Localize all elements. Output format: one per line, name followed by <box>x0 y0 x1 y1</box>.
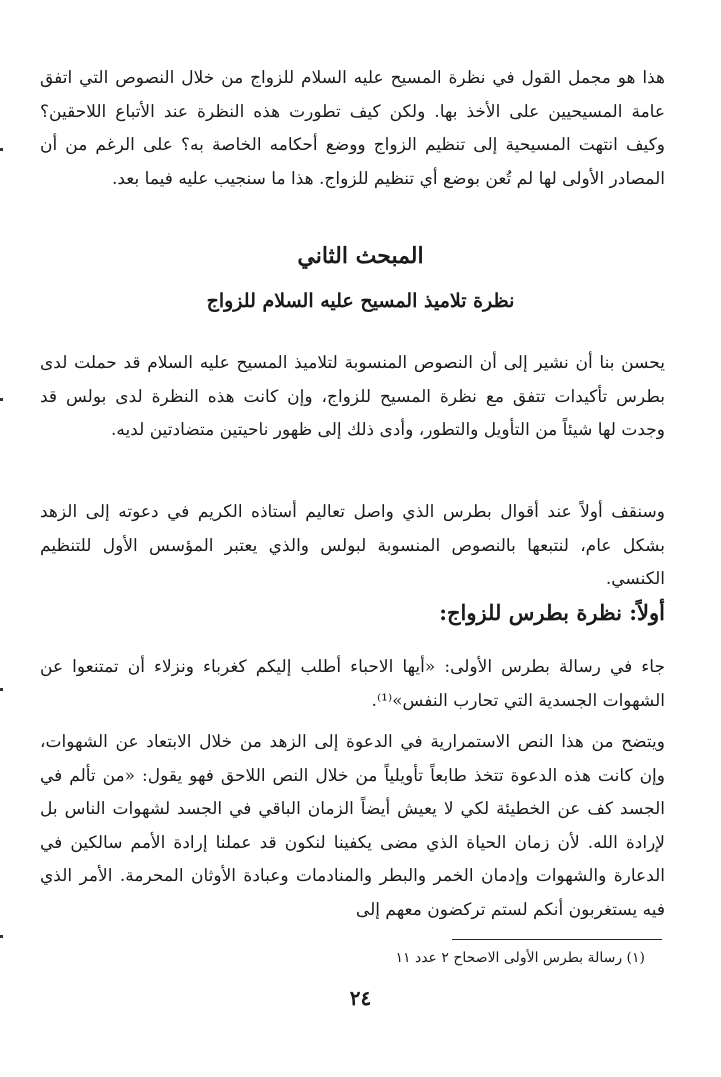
page-number: ٢٤ <box>349 986 372 1010</box>
margin-mark <box>0 398 3 401</box>
paragraph-2: يحسن بنا أن نشير إلى أن النصوص المنسوبة لتلاميذ المسيح عليه السلام قد حملت لدى بطرس تأكيدات تتفق مع نظرة المسيح للزواج، وإن كانت هذه النظرة لدى بولس قد وجدت لها شيئاً من التأويل والتطور، وأدى ذلك إلى ظهور ناحيتين متضادتين لديه. <box>40 353 665 440</box>
paragraph-3: وسنقف أولاً عند أقوال بطرس الذي واصل تعاليم أستاذه الكريم في دعوته إلى الزهد بشكل عام، لنتبعها بالنصوص المنسوبة لبولس والذي يعتبر المؤسس الأول للتنظيم الكنسي. <box>40 502 665 589</box>
footnote-divider <box>452 939 662 940</box>
section-subtitle: نظرة تلاميذ المسيح عليه السلام للزواج <box>206 290 515 312</box>
paragraph-4: جاء في رسالة بطرس الأولى: «أيها الاحباء أطلب إليكم كغرباء ونزلاء أن تمتنعوا عن الشهوات الجسدية التي تحارب النفس»⁽¹⁾. <box>40 657 665 711</box>
margin-mark <box>0 688 3 691</box>
margin-mark <box>0 935 3 938</box>
section-title: المبحث الثاني <box>297 243 424 269</box>
margin-mark <box>0 148 3 151</box>
footnote: (١) رسالة بطرس الأولى الاصحاح ٢ عدد ١١ <box>395 950 645 966</box>
paragraph-1: هذا هو مجمل القول في نظرة المسيح عليه السلام للزواج من خلال النصوص التي اتفق عامة المسيحيين على الأخذ بها. ولكن كيف تطورت هذه النظرة عند الأتباع اللاحقين؟ وكيف انتهت المسيحية إلى تنظيم الزواج ووضع أحكامه الخاصة به؟ على الرغم من أن المصادر الأولى لها لم تُعن بوضع أي تنظيم للزواج. هذا ما سنجيب عليه فيما بعد. <box>40 68 665 189</box>
subheading-peter: أولاً: نظرة بطرس للزواج: <box>439 600 665 625</box>
paragraph-5: ويتضح من هذا النص الاستمرارية في الدعوة إلى الزهد من خلال الابتعاد عن الشهوات، وإن كانت هذه الدعوة تتخذ طابعاً تأويلياً من خلال النص اللاحق فهو يقول: «من تألم في الجسد كف عن الخطيئة لكي لا يعيش أيضاً الزمان الباقي في الجسد لشهوات الناس بل لإرادة الله. لأن زمان الحياة الذي مضى يكفينا لنكون قد عملنا إرادة الأمم سالكين في الدعارة والشهوات وإدمان الخمر والبطر والمنادمات وعبادة الأوثان المحرمة. الأمر الذي فيه يستغربون أنكم لستم تركضون معهم إلى <box>40 732 666 920</box>
